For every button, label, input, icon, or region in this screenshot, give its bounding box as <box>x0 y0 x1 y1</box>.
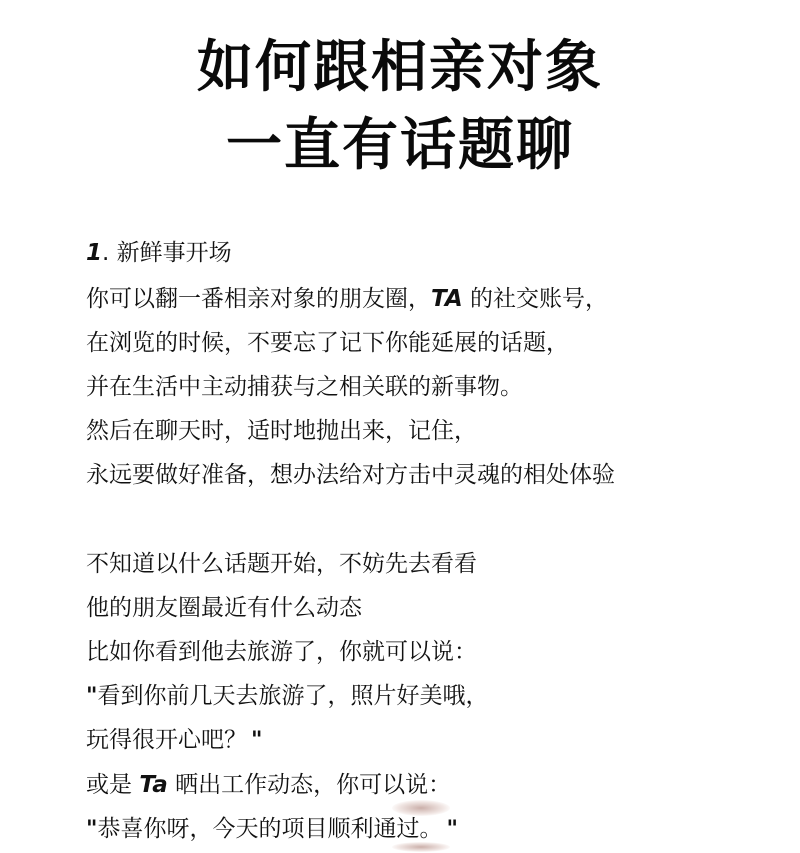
paragraph-line: 永远要做好准备，想办法给对方击中灵魂的相处体验 <box>86 462 615 488</box>
text-span: 玩得很开心吧？ <box>86 727 247 753</box>
quote-line <box>86 729 786 752</box>
quote-mark-close: " <box>251 728 263 753</box>
text-span: 看到你前几天去旅游了，照片好美哦， <box>97 683 489 709</box>
page-title-line-2: 一直有话题聊 <box>226 113 574 178</box>
page-title-line-1: 如何跟相亲对象 <box>197 35 603 100</box>
quote-line <box>86 685 786 708</box>
quote-mark-open: " <box>86 817 98 842</box>
section-number: 1 <box>86 240 103 266</box>
paragraph-line: 然后在聊天时，适时地抛出来，记住， <box>86 418 477 444</box>
text-span: 你可以翻一番相亲对象的朋友圈， <box>86 286 431 312</box>
text-span: 恭喜你呀，今天的项目顺利通过。 <box>97 816 443 842</box>
paragraph-line: 不知道以什么话题开始，不妨先去看看 <box>86 551 477 577</box>
paragraph-line: 在浏览的时候，不要忘了记下你能延展的话题， <box>86 330 569 356</box>
section-heading-text: . 新鲜事开场 <box>102 240 232 266</box>
watermark-smudge <box>392 842 450 852</box>
watermark-smudge <box>392 800 450 816</box>
section-heading <box>86 242 786 265</box>
quote-mark-open: " <box>86 684 98 709</box>
paragraph-line <box>86 288 786 311</box>
text-span: 或是 <box>86 772 140 798</box>
paragraph-line: 并在生活中主动捕获与之相关联的新事物。 <box>86 374 523 400</box>
paragraph-line <box>86 774 786 797</box>
ta-emphasis: TA <box>431 286 463 312</box>
quote-line <box>86 818 786 841</box>
ta-emphasis: Ta <box>139 772 168 798</box>
text-span: 的社交账号， <box>462 286 609 312</box>
paragraph-line: 比如你看到他去旅游了，你就可以说： <box>86 639 477 665</box>
quote-mark-close: " <box>446 817 458 842</box>
paragraph-line: 他的朋友圈最近有什么动态 <box>86 595 362 621</box>
text-span: 晒出工作动态，你可以说： <box>167 772 452 798</box>
